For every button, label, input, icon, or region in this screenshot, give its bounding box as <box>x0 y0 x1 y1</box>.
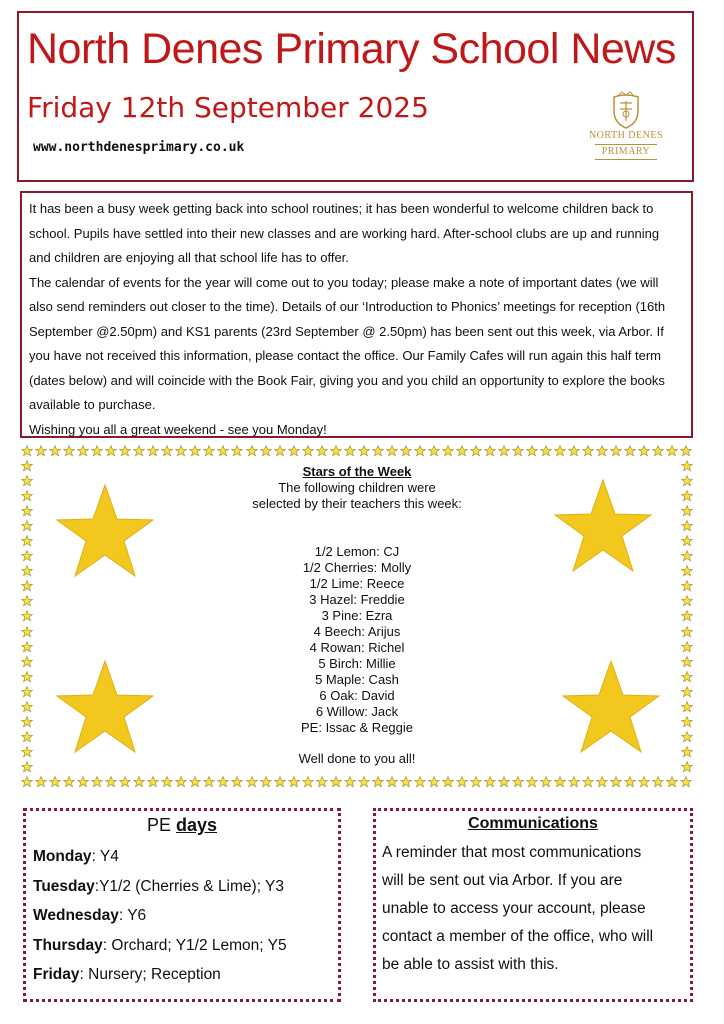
logo-text-bottom: PRIMARY <box>601 145 651 157</box>
border-star-icon <box>330 776 342 788</box>
winner-item: 1/2 Lime: Reece <box>309 576 405 591</box>
border-star-icon <box>358 776 370 788</box>
border-star-icon <box>512 445 524 457</box>
star-icon <box>55 483 155 579</box>
border-star-icon <box>21 580 33 592</box>
border-star-icon <box>596 445 608 457</box>
border-star-icon <box>681 535 693 547</box>
intro-paragraph: The calendar of events for the year will come out to you today; please make a note of important dates (we will also send reminders out closer to the time). Details of our ‘Introduction to Phonics’ meetings for reception (16th September @2.50pm) and KS1 parents (23rd September @ 2.50pm) has been sent out this week, via Arbor. If you have not received this information, please contact the office. Our Family Cafes will run again this half term (dates below) and will coincide with the Book Fair, giving you and you child an opportunity to explore the books available to purchase. <box>29 274 666 412</box>
pe-day-name: Friday <box>33 966 80 983</box>
border-star-icon <box>203 776 215 788</box>
border-star-icon <box>91 445 103 457</box>
border-star-icon <box>344 776 356 788</box>
border-star-icon <box>681 505 693 517</box>
border-star-icon <box>21 460 33 472</box>
border-star-icon <box>147 776 159 788</box>
communications-text <box>382 839 684 979</box>
border-star-icon <box>49 445 61 457</box>
border-star-icon <box>189 445 201 457</box>
border-star-icon <box>35 776 47 788</box>
border-star-icon <box>456 776 468 788</box>
border-star-icon <box>681 641 693 653</box>
pe-day-name: Tuesday <box>33 877 95 895</box>
border-star-icon <box>105 776 117 788</box>
border-star-icon <box>231 776 243 788</box>
stars-subheading: selected by their teachers this week: <box>252 496 462 511</box>
border-star-icon <box>119 776 131 788</box>
pe-day-separator: : <box>118 907 128 924</box>
border-star-icon <box>217 776 229 788</box>
winner-item: 5 Birch: Millie <box>318 656 396 671</box>
pe-day-name: Thursday <box>33 936 103 954</box>
pe-day-separator: : <box>94 877 100 895</box>
border-star-icon <box>260 776 272 788</box>
border-star-icon <box>582 445 594 457</box>
border-star-icon <box>231 445 243 457</box>
border-star-icon <box>358 445 370 457</box>
border-star-icon <box>344 445 356 457</box>
border-star-icon <box>680 445 692 457</box>
border-star-icon <box>372 776 384 788</box>
border-star-icon <box>681 580 693 592</box>
border-star-icon <box>260 445 272 457</box>
border-star-icon <box>21 595 33 607</box>
border-star-icon <box>681 746 693 758</box>
border-star-icon <box>147 445 159 457</box>
border-star-icon <box>203 445 215 457</box>
border-star-icon <box>77 445 89 457</box>
border-star-icon <box>21 505 33 517</box>
border-star-icon <box>316 445 328 457</box>
border-star-icon <box>21 716 33 728</box>
border-star-icon <box>288 776 300 788</box>
pe-day-detail: Y6 <box>127 907 147 924</box>
border-star-icon <box>35 445 47 457</box>
communications-line: be able to assist with this. <box>382 956 559 973</box>
border-star-icon <box>624 776 636 788</box>
intro-paragraph: Wishing you all a great weekend - see you Monday! <box>29 421 327 437</box>
stars-heading: Stars of the Week <box>302 464 412 479</box>
winner-item: 3 Pine: Ezra <box>321 608 393 623</box>
border-star-icon <box>554 776 566 788</box>
pe-day-separator: : <box>102 936 112 954</box>
stars-of-the-week-panel <box>21 445 693 790</box>
school-website: www.northdenesprimary.co.uk <box>33 140 245 155</box>
pe-day-name: Monday <box>33 848 92 865</box>
border-star-icon <box>133 445 145 457</box>
pe-day-detail: Nursery; Reception <box>88 966 221 983</box>
border-star-icon <box>540 445 552 457</box>
border-star-icon <box>681 671 693 683</box>
border-star-icon <box>681 565 693 577</box>
pe-day-row <box>33 872 331 902</box>
border-star-icon <box>526 445 538 457</box>
border-star-icon <box>119 445 131 457</box>
school-logo <box>581 91 671 175</box>
border-star-icon <box>302 776 314 788</box>
border-star-icon <box>681 761 693 773</box>
border-star-icon <box>21 610 33 622</box>
border-star-icon <box>498 776 510 788</box>
border-star-icon <box>21 686 33 698</box>
star-border-top <box>21 445 693 457</box>
border-star-icon <box>63 445 75 457</box>
border-star-icon <box>414 445 426 457</box>
border-star-icon <box>161 776 173 788</box>
border-star-icon <box>21 656 33 668</box>
pe-day-detail: Orchard; Y1/2 Lemon; Y5 <box>111 936 287 954</box>
border-star-icon <box>316 776 328 788</box>
border-star-icon <box>21 535 33 547</box>
stars-closing: Well done to you all! <box>298 751 416 766</box>
border-star-icon <box>63 776 75 788</box>
pe-day-row <box>33 931 331 961</box>
pe-day-separator: : <box>91 848 100 865</box>
border-star-icon <box>624 445 636 457</box>
border-star-icon <box>666 776 678 788</box>
border-star-icon <box>638 776 650 788</box>
winner-item: 4 Rowan: Richel <box>309 640 405 655</box>
communications-line: contact a member of the office, who will <box>382 928 654 945</box>
border-star-icon <box>414 776 426 788</box>
border-star-icon <box>582 776 594 788</box>
border-star-icon <box>21 671 33 683</box>
border-star-icon <box>21 761 33 773</box>
stars-content <box>211 464 503 767</box>
communications-line: A reminder that most communications <box>382 844 642 861</box>
border-star-icon <box>681 610 693 622</box>
border-star-icon <box>77 776 89 788</box>
school-crest-icon <box>606 91 646 131</box>
border-star-icon <box>512 776 524 788</box>
pe-days-panel <box>23 808 341 1002</box>
border-star-icon <box>428 445 440 457</box>
border-star-icon <box>21 701 33 713</box>
border-star-icon <box>681 460 693 472</box>
border-star-icon <box>484 445 496 457</box>
border-star-icon <box>681 731 693 743</box>
winner-item: 1/2 Cherries: Molly <box>302 560 412 575</box>
border-star-icon <box>554 445 566 457</box>
border-star-icon <box>456 445 468 457</box>
logo-text-top: NORTH DENES <box>588 130 664 141</box>
border-star-icon <box>610 776 622 788</box>
winner-item: 1/2 Lemon: CJ <box>314 544 400 559</box>
border-star-icon <box>652 776 664 788</box>
border-star-icon <box>568 445 580 457</box>
pe-day-name: Wednesday <box>33 907 119 924</box>
border-star-icon <box>21 550 33 562</box>
border-star-icon <box>681 475 693 487</box>
border-star-icon <box>400 445 412 457</box>
star-border-bottom <box>21 776 693 788</box>
border-star-icon <box>302 445 314 457</box>
communications-line: will be sent out via Arbor. If you are <box>382 872 623 889</box>
intro-message <box>20 191 693 438</box>
pe-day-row <box>33 842 331 872</box>
border-star-icon <box>442 445 454 457</box>
star-border-right <box>681 460 693 773</box>
pe-day-detail: Y1/2 (Cherries & Lime); Y3 <box>99 877 284 895</box>
border-star-icon <box>470 445 482 457</box>
border-star-icon <box>246 445 258 457</box>
border-star-icon <box>386 445 398 457</box>
winner-item: 6 Willow: Jack <box>315 704 399 719</box>
star-icon <box>55 659 155 755</box>
border-star-icon <box>681 656 693 668</box>
border-star-icon <box>21 746 33 758</box>
pe-day-detail: Y4 <box>99 848 119 865</box>
communications-title: Communications <box>468 815 598 832</box>
border-star-icon <box>680 776 692 788</box>
border-star-icon <box>610 445 622 457</box>
border-star-icon <box>161 445 173 457</box>
winners-list <box>211 544 503 736</box>
border-star-icon <box>681 716 693 728</box>
border-star-icon <box>526 776 538 788</box>
border-star-icon <box>105 445 117 457</box>
winner-item: 6 Oak: David <box>319 688 395 703</box>
winner-item: 3 Hazel: Freddie <box>309 592 405 607</box>
border-star-icon <box>175 445 187 457</box>
border-star-icon <box>175 776 187 788</box>
border-star-icon <box>133 776 145 788</box>
border-star-icon <box>638 445 650 457</box>
winner-item: 4 Beech: Arijus <box>313 624 401 639</box>
border-star-icon <box>21 731 33 743</box>
communications-line: unable to access your account, please <box>382 900 646 917</box>
newsletter-date: Friday 12th September 2025 <box>27 91 429 124</box>
border-star-icon <box>21 776 33 788</box>
border-star-icon <box>91 776 103 788</box>
border-star-icon <box>372 445 384 457</box>
pe-title-prefix: PE <box>146 815 171 835</box>
border-star-icon <box>246 776 258 788</box>
border-star-icon <box>681 686 693 698</box>
communications-panel <box>373 808 693 1002</box>
border-star-icon <box>21 445 33 457</box>
pe-day-row <box>33 960 331 990</box>
newsletter-header <box>17 11 694 182</box>
border-star-icon <box>274 776 286 788</box>
newsletter-title: North Denes Primary School News <box>27 25 676 73</box>
border-star-icon <box>21 520 33 532</box>
intro-paragraph: It has been a busy week getting back into school routines; it has been wonderful to welcome children back to school. Pupils have settled into their new classes and are working hard. After-school clubs are up and running and children are enjoying all that school life has to offer. <box>29 201 660 265</box>
border-star-icon <box>681 550 693 562</box>
border-star-icon <box>428 776 440 788</box>
logo-divider <box>595 159 657 160</box>
border-star-icon <box>21 565 33 577</box>
border-star-icon <box>498 445 510 457</box>
border-star-icon <box>274 445 286 457</box>
winner-item: PE: Issac & Reggie <box>301 720 413 735</box>
border-star-icon <box>681 490 693 502</box>
logo-divider <box>595 144 657 145</box>
star-border-left <box>21 460 33 773</box>
border-star-icon <box>386 776 398 788</box>
border-star-icon <box>596 776 608 788</box>
border-star-icon <box>330 445 342 457</box>
border-star-icon <box>568 776 580 788</box>
border-star-icon <box>681 626 693 638</box>
stars-subheading: The following children were <box>278 480 436 495</box>
star-icon <box>553 478 653 574</box>
pe-day-separator: : <box>79 966 89 983</box>
border-star-icon <box>470 776 482 788</box>
pe-day-row <box>33 901 331 931</box>
border-star-icon <box>442 776 454 788</box>
pe-title-days: days <box>176 815 218 835</box>
border-star-icon <box>681 595 693 607</box>
border-star-icon <box>49 776 61 788</box>
border-star-icon <box>666 445 678 457</box>
border-star-icon <box>189 776 201 788</box>
border-star-icon <box>484 776 496 788</box>
star-icon <box>561 659 661 755</box>
border-star-icon <box>400 776 412 788</box>
border-star-icon <box>540 776 552 788</box>
border-star-icon <box>21 626 33 638</box>
border-star-icon <box>652 445 664 457</box>
winner-item: 5 Maple: Cash <box>315 672 399 687</box>
border-star-icon <box>681 701 693 713</box>
border-star-icon <box>217 445 229 457</box>
border-star-icon <box>21 490 33 502</box>
border-star-icon <box>21 641 33 653</box>
border-star-icon <box>288 445 300 457</box>
border-star-icon <box>21 475 33 487</box>
border-star-icon <box>681 520 693 532</box>
pe-days-title <box>33 815 331 836</box>
